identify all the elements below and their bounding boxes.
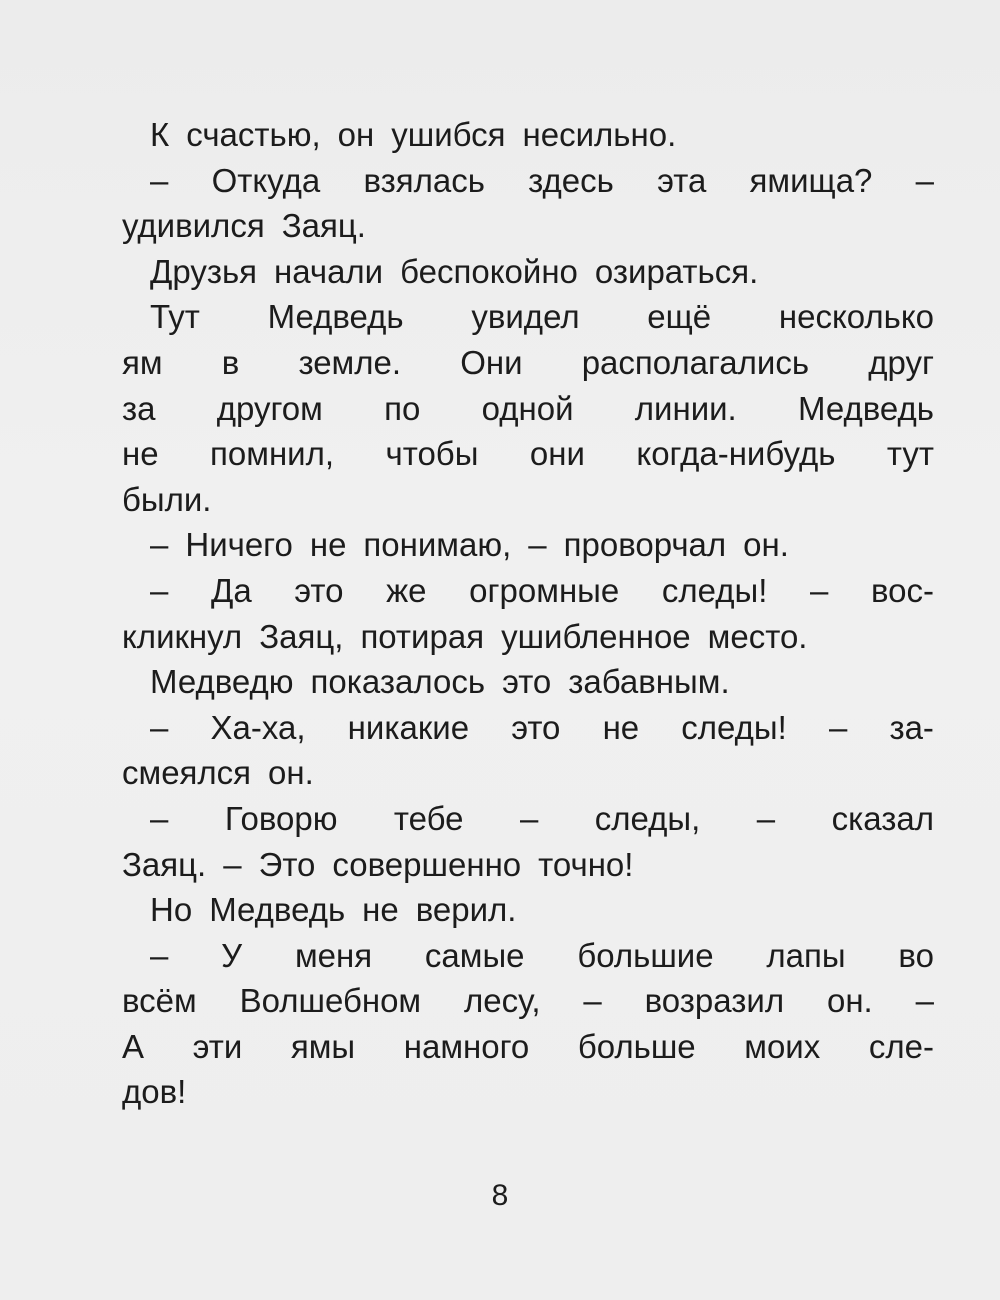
word: он. (743, 526, 789, 564)
word: они (529, 435, 585, 473)
word: он. (268, 754, 314, 792)
word: чтобы (385, 435, 479, 473)
text-line (122, 522, 934, 568)
word: несильно. (522, 116, 677, 153)
word: – (915, 982, 934, 1020)
text-line (122, 978, 934, 1024)
word: тебе (393, 799, 464, 837)
word: забавным. (568, 663, 730, 701)
word: – (150, 799, 169, 837)
text-line (122, 659, 934, 705)
word: потирая (360, 617, 485, 655)
text-line (122, 477, 934, 523)
word: Тут (150, 298, 200, 336)
word: – (519, 799, 539, 837)
text-line (122, 158, 934, 204)
word: не (362, 891, 399, 929)
word: У (221, 936, 243, 974)
word: самые (424, 936, 525, 974)
word: Да (210, 571, 252, 609)
word: К (150, 116, 170, 153)
text-line (122, 750, 934, 796)
text-line (122, 887, 934, 933)
word: ещё (647, 298, 712, 336)
word: Друзья (150, 252, 258, 290)
word: ямища? (749, 161, 873, 199)
word: следы! (661, 571, 768, 609)
word: сказал (831, 799, 934, 837)
word: меня (294, 936, 373, 974)
word: – (915, 161, 934, 199)
text-line (122, 249, 934, 295)
word: начали (274, 252, 384, 290)
word: тут (886, 435, 934, 473)
word: во (898, 936, 934, 974)
word: помнил, (210, 435, 335, 473)
word: точно! (538, 845, 634, 883)
word: огромные (469, 571, 620, 609)
text-line (122, 705, 934, 751)
word: кликнул (122, 617, 243, 655)
word: были. (122, 480, 212, 518)
word: – (150, 936, 169, 974)
word: дов! (122, 1073, 187, 1111)
word: Медведь (209, 891, 346, 929)
text-line (122, 294, 934, 340)
word: проворчал (563, 526, 727, 564)
word: Медведь (267, 298, 404, 336)
word: Но (150, 891, 193, 929)
text-line (122, 614, 934, 660)
word: не (122, 435, 159, 473)
word: же (386, 571, 427, 609)
word: не (309, 526, 347, 564)
word: озираться. (594, 252, 759, 290)
text-line (122, 568, 934, 614)
word: – (150, 708, 169, 746)
word: друг (868, 343, 934, 381)
word: следы, (594, 799, 701, 837)
word: Медведь (798, 389, 934, 427)
word: это (502, 663, 552, 701)
word: Ха-ха, (210, 708, 306, 746)
word: А (122, 1027, 145, 1065)
word: ушибленное (501, 617, 691, 655)
word: счастью, (186, 116, 321, 153)
text-line (122, 842, 934, 888)
word: Они (460, 343, 523, 381)
word: понимаю, (363, 526, 512, 564)
word: возразил (644, 982, 785, 1020)
word: – (756, 799, 776, 837)
word: одной (481, 389, 574, 427)
word: беспокойно (400, 252, 578, 290)
word: когда-нибудь (636, 435, 836, 473)
word: лесу, (464, 982, 541, 1020)
word: намного (403, 1027, 530, 1065)
word: Волшебном (239, 982, 422, 1020)
word: совершенно (332, 845, 522, 883)
word: земле. (298, 343, 402, 381)
word: Говорю (224, 799, 338, 837)
word: по (384, 389, 421, 427)
word: показалось (310, 663, 486, 701)
word: сле- (868, 1027, 934, 1065)
word: верил. (415, 891, 517, 929)
word: всём (122, 982, 197, 1020)
word: ушибся (391, 116, 506, 153)
page-number: 8 (491, 1179, 509, 1212)
word: ям (122, 343, 163, 381)
story-text (122, 112, 934, 1115)
text-line (122, 1069, 934, 1115)
word: Заяц. (122, 845, 207, 883)
word: Откуда (211, 161, 321, 199)
text-line (122, 340, 934, 386)
text-line (122, 203, 934, 249)
word: взялась (363, 161, 485, 199)
word: Это (258, 845, 316, 883)
word: – (150, 571, 169, 609)
word: лапы (766, 936, 846, 974)
word: – (810, 571, 829, 609)
word: несколько (778, 298, 934, 336)
word: – (150, 161, 169, 199)
word: ямы (290, 1027, 356, 1065)
text-line (122, 112, 934, 158)
word: следы! (681, 708, 787, 746)
word: удивился (122, 207, 265, 245)
word: он. (826, 982, 873, 1020)
word: – (528, 526, 547, 564)
word: вос- (870, 571, 934, 609)
word: другом (216, 389, 323, 427)
word: – (223, 845, 242, 883)
word: – (828, 708, 848, 746)
word: смеялся (122, 754, 252, 792)
word: это (511, 708, 561, 746)
word: моих (744, 1027, 821, 1065)
word: никакие (347, 708, 470, 746)
word: больше (577, 1027, 696, 1065)
word: не (602, 708, 640, 746)
word: здесь (528, 161, 614, 199)
word: эти (192, 1027, 243, 1065)
word: Медведю (150, 663, 294, 701)
word: эта (657, 161, 707, 199)
text-line (122, 1024, 934, 1070)
word: за- (889, 708, 934, 746)
word: – (583, 982, 602, 1020)
text-line (122, 386, 934, 432)
word: увидел (471, 298, 580, 336)
word: располагались (581, 343, 810, 381)
word: большие (577, 936, 714, 974)
word: – (150, 526, 169, 564)
word: он (337, 116, 375, 153)
word: это (294, 571, 344, 609)
word: Ничего (185, 526, 293, 564)
word: за (122, 389, 156, 427)
text-line (122, 933, 934, 979)
word: место. (707, 617, 808, 655)
word: Заяц, (259, 617, 344, 655)
word: линии. (634, 389, 737, 427)
text-line (122, 796, 934, 842)
text-line (122, 431, 934, 477)
word: в (221, 343, 240, 381)
word: Заяц. (281, 207, 366, 245)
